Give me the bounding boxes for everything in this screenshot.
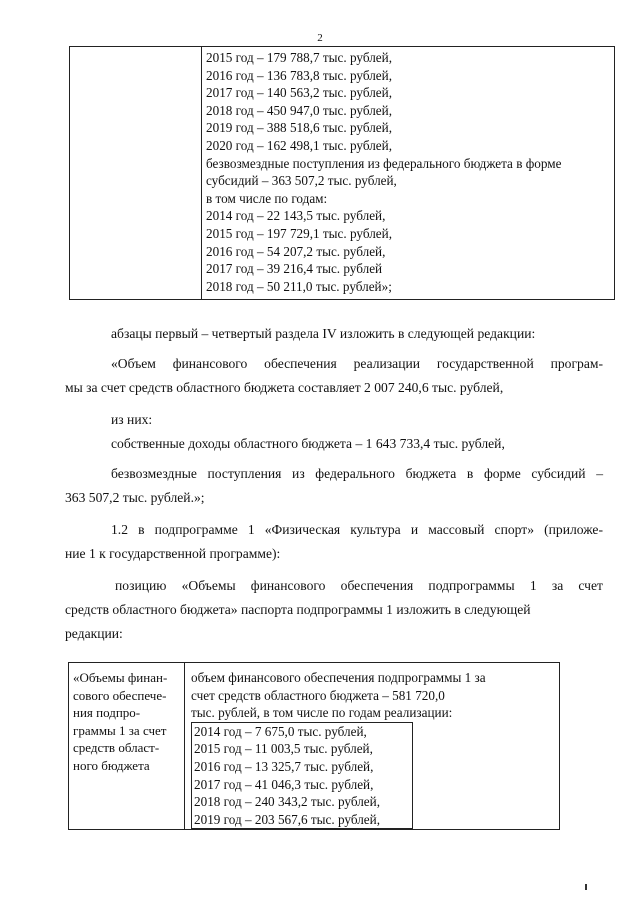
- scan-mark: [585, 884, 587, 890]
- table-line: в том числе по годам:: [206, 190, 328, 206]
- paragraph-funding-line2: мы за счет средств областного бюджета составляет 2 007 240,6 тыс. рублей,: [65, 380, 504, 395]
- table-line: 2016 год – 54 207,2 тыс. рублей,: [206, 243, 386, 259]
- page-number: 2: [317, 32, 323, 44]
- paragraph-funding-line1: «Объем финансового обеспечения реализации государственной програм-: [111, 356, 603, 371]
- paragraph-subprogram-line1: 1.2 в подпрограмме 1 «Физическая культура и массовый спорт» (приложе-: [111, 522, 603, 537]
- paragraph-section-iv: абзацы первый – четвертый раздела IV изложить в следующей редакции:: [111, 326, 536, 341]
- year-line: 2019 год – 203 567,6 тыс. рублей,: [194, 811, 380, 827]
- table-line: безвозмездные поступления из федерального бюджета в форме: [206, 155, 562, 171]
- yearly-amounts-box: [191, 722, 413, 830]
- table-left-cell: [70, 47, 202, 299]
- table-left-cell: [69, 663, 185, 829]
- table-line: 2018 год – 50 211,0 тыс. рублей»;: [206, 278, 392, 294]
- year-line: 2017 год – 41 046,3 тыс. рублей,: [194, 776, 374, 792]
- paragraph-transfers-line2: 363 507,2 тыс. рублей.»;: [65, 490, 205, 505]
- table-right-cell: [202, 47, 614, 299]
- table-label-line: сового обеспече-: [73, 687, 167, 703]
- table-label-line: ного бюджета: [73, 757, 150, 773]
- table-line: субсидий – 363 507,2 тыс. рублей,: [206, 173, 397, 189]
- table-line: 2016 год – 136 783,8 тыс. рублей,: [206, 67, 392, 83]
- table-line: 2018 год – 450 947,0 тыс. рублей,: [206, 102, 392, 118]
- year-line: 2016 год – 13 325,7 тыс. рублей,: [194, 758, 374, 774]
- table-line: 2017 год – 39 216,4 тыс. рублей: [206, 261, 383, 277]
- paragraph-position-line1: позицию «Объемы финансового обеспечения подпрограммы 1 за счет: [115, 578, 603, 593]
- table-line: 2015 год – 197 729,1 тыс. рублей,: [206, 225, 392, 241]
- subprogram-funding-table: [68, 662, 560, 830]
- paragraph-own-revenues: собственные доходы областного бюджета – 1 643 733,4 тыс. рублей,: [111, 436, 505, 451]
- table-label-line: средств област-: [73, 740, 160, 756]
- table-line: тыс. рублей, в том числе по годам реализации:: [191, 705, 453, 721]
- table-label-line: граммы 1 за счет: [73, 722, 167, 738]
- table-line: 2019 год – 388 518,6 тыс. рублей,: [206, 120, 392, 136]
- paragraph-of-them: из них:: [111, 412, 153, 427]
- funding-table-continued: [69, 46, 615, 300]
- year-line: 2015 год – 11 003,5 тыс. рублей,: [194, 741, 373, 757]
- table-line: 2015 год – 179 788,7 тыс. рублей,: [206, 50, 392, 65]
- table-line: 2017 год – 140 563,2 тыс. рублей,: [206, 85, 392, 101]
- year-line: 2014 год – 7 675,0 тыс. рублей,: [194, 723, 367, 739]
- table-right-cell: [187, 663, 559, 829]
- paragraph-transfers-line1: безвозмездные поступления из федерального бюджета в форме субсидий –: [111, 466, 603, 481]
- table-line: счет средств областного бюджета – 581 720,0: [191, 687, 445, 703]
- paragraph-position-line2: средств областного бюджета» паспорта подпрограммы 1 изложить в следующей: [65, 602, 531, 617]
- paragraph-position-line3: редакции:: [65, 626, 123, 641]
- paragraph-subprogram-line2: ние 1 к государственной программе):: [65, 546, 281, 561]
- table-line: объем финансового обеспечения подпрограммы 1 за: [191, 670, 486, 685]
- table-label-line: «Объемы финан-: [73, 670, 168, 685]
- table-label-line: ния подпро-: [73, 705, 141, 721]
- table-line: 2020 год – 162 498,1 тыс. рублей,: [206, 137, 392, 153]
- table-line: 2014 год – 22 143,5 тыс. рублей,: [206, 208, 386, 224]
- year-line: 2018 год – 240 343,2 тыс. рублей,: [194, 794, 380, 810]
